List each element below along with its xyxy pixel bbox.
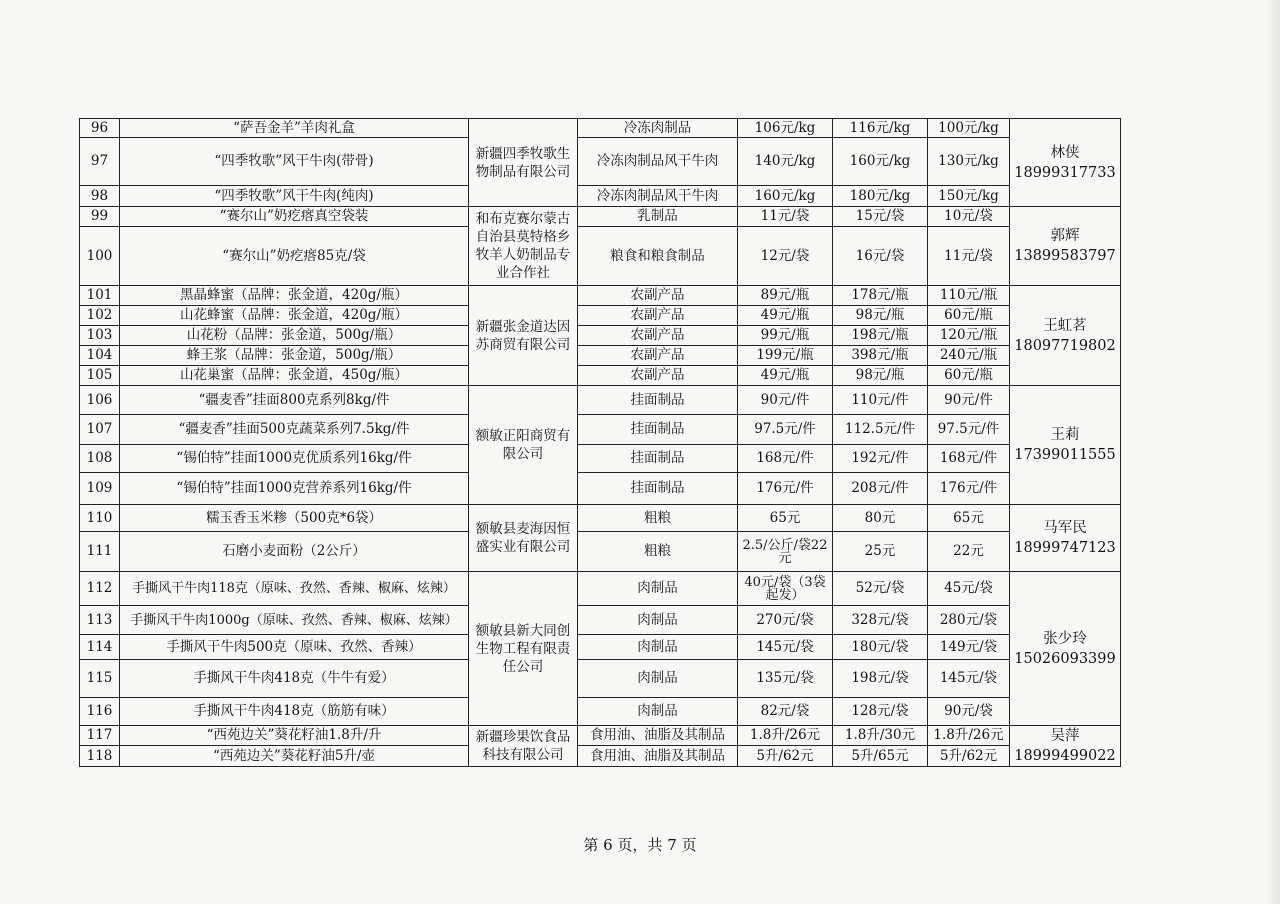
row-number: 103: [80, 326, 120, 346]
row-number: 116: [80, 698, 120, 726]
row-number: 117: [80, 726, 120, 746]
price-1: 140元/kg: [738, 138, 833, 186]
product-name: 蜂王浆（品牌：张金道，500g/瓶）: [120, 346, 469, 366]
row-number: 114: [80, 635, 120, 660]
company-name: 新疆张金道达因苏商贸有限公司: [469, 286, 578, 386]
company-name: 额敏县麦海因恒盛实业有限公司: [469, 505, 578, 572]
price-3: 97.5元/件: [928, 415, 1010, 445]
table-row: [80, 635, 1121, 660]
table-row: [80, 138, 1121, 186]
product-category: 粮食和粮食制品: [578, 227, 738, 286]
product-name: “赛尔山”奶疙瘩真空袋装: [120, 207, 469, 227]
page-number: 第 6 页，共 7 页: [583, 836, 697, 854]
row-number: 111: [80, 532, 120, 572]
contact-name: 马军民: [1043, 520, 1087, 536]
row-number: 112: [80, 572, 120, 606]
price-3: 45元/袋: [928, 572, 1010, 606]
price-1: 160元/kg: [738, 186, 833, 207]
contact-phone: 18097719802: [1014, 337, 1116, 354]
price-1: 176元/件: [738, 473, 833, 505]
price-3: 150元/kg: [928, 186, 1010, 207]
table-row: [80, 746, 1121, 767]
product-category: 肉制品: [578, 660, 738, 698]
price-3: 120元/瓶: [928, 326, 1010, 346]
row-number: 96: [80, 119, 120, 138]
price-1: 97.5元/件: [738, 415, 833, 445]
price-3: 5升/62元: [928, 746, 1010, 767]
row-number: 115: [80, 660, 120, 698]
price-1: 40元/袋（3袋起发）: [738, 572, 833, 606]
price-2: 16元/袋: [833, 227, 928, 286]
contact-name: 林侠: [1050, 144, 1080, 161]
product-category: 挂面制品: [578, 386, 738, 415]
contact-cell: [1010, 386, 1121, 505]
row-number: 104: [80, 346, 120, 366]
price-1: 90元/件: [738, 386, 833, 415]
table-row: [80, 726, 1121, 746]
table-row: [80, 286, 1121, 306]
price-2: 160元/kg: [833, 138, 928, 186]
contact-phone: 17399011555: [1014, 447, 1116, 463]
price-2: 116元/kg: [833, 119, 928, 138]
table-row: [80, 119, 1121, 138]
company-name: 额敏正阳商贸有限公司: [469, 386, 578, 505]
product-category: 肉制品: [578, 698, 738, 726]
product-name: 手撕风干牛肉418克（筋筋有味）: [120, 698, 469, 726]
product-name: “四季牧歌”风干牛肉(带骨): [120, 138, 469, 186]
product-category: 农副产品: [578, 306, 738, 326]
price-2: 98元/瓶: [833, 306, 928, 326]
contact-phone: 18999499022: [1014, 748, 1116, 764]
product-category: 肉制品: [578, 572, 738, 606]
row-number: 107: [80, 415, 120, 445]
table-row: [80, 227, 1121, 286]
table-row: [80, 473, 1121, 505]
product-category: 挂面制品: [578, 445, 738, 473]
product-category: 冷冻肉制品风干牛肉: [578, 138, 738, 186]
price-3: 145元/袋: [928, 660, 1010, 698]
price-2: 180元/kg: [833, 186, 928, 207]
product-name: 黑晶蜂蜜（品牌：张金道，420g/瓶）: [120, 286, 469, 306]
product-category: 冷冻肉制品风干牛肉: [578, 186, 738, 207]
product-name: 山花蜂蜜（品牌：张金道，420g/瓶）: [120, 306, 469, 326]
product-name: “萨吾金羊”羊肉礼盒: [120, 119, 469, 138]
row-number: 113: [80, 606, 120, 635]
product-category: 农副产品: [578, 366, 738, 386]
row-number: 98: [80, 186, 120, 207]
product-name: 山花巢蜜（品牌：张金道，450g/瓶）: [120, 366, 469, 386]
price-2: 98元/瓶: [833, 366, 928, 386]
price-1: 65元: [738, 505, 833, 532]
price-1: 99元/瓶: [738, 326, 833, 346]
price-3: 149元/袋: [928, 635, 1010, 660]
contact-cell: [1010, 572, 1121, 726]
table-row: [80, 207, 1121, 227]
product-name: “锡伯特”挂面1000克营养系列16kg/件: [120, 473, 469, 505]
product-name: 山花粉（品牌：张金道，500g/瓶）: [120, 326, 469, 346]
price-3: 100元/kg: [928, 119, 1010, 138]
product-category: 乳制品: [578, 207, 738, 227]
contact-cell: [1010, 286, 1121, 386]
product-category: 挂面制品: [578, 415, 738, 445]
table-row: [80, 532, 1121, 572]
contact-name: 吴萍: [1050, 728, 1080, 744]
product-category: 粗粮: [578, 505, 738, 532]
company-name: 额敏县新大同创生物工程有限责任公司: [469, 572, 578, 726]
price-1: 49元/瓶: [738, 366, 833, 386]
table-row: [80, 366, 1121, 386]
price-1: 82元/袋: [738, 698, 833, 726]
price-3: 130元/kg: [928, 138, 1010, 186]
price-3: 60元/瓶: [928, 366, 1010, 386]
contact-cell: [1010, 119, 1121, 207]
product-category: 食用油、油脂及其制品: [578, 746, 738, 767]
table-row: [80, 346, 1121, 366]
price-1: 199元/瓶: [738, 346, 833, 366]
row-number: 102: [80, 306, 120, 326]
price-2: 328元/袋: [833, 606, 928, 635]
product-category: 农副产品: [578, 286, 738, 306]
price-1: 145元/袋: [738, 635, 833, 660]
product-name: 石磨小麦面粉（2公斤）: [120, 532, 469, 572]
row-number: 110: [80, 505, 120, 532]
price-1: 49元/瓶: [738, 306, 833, 326]
product-name: 手撕风干牛肉1000g（原味、孜然、香辣、椒麻、炫辣）: [120, 606, 469, 635]
product-name: 糯玉香玉米糁（500克*6袋）: [120, 505, 469, 532]
table-row: [80, 386, 1121, 415]
contact-name: 郭辉: [1050, 228, 1080, 244]
contact-cell: [1010, 207, 1121, 286]
contact-phone: 18999317733: [1014, 164, 1116, 181]
product-category: 农副产品: [578, 326, 738, 346]
price-1: 11元/袋: [738, 207, 833, 227]
price-3: 110元/瓶: [928, 286, 1010, 306]
price-1: 5升/62元: [738, 746, 833, 767]
price-table: [79, 118, 1121, 767]
price-3: 90元/袋: [928, 698, 1010, 726]
product-name: “西苑边关”葵花籽油5升/壶: [120, 746, 469, 767]
price-2: 198元/瓶: [833, 326, 928, 346]
price-1: 168元/件: [738, 445, 833, 473]
row-number: 97: [80, 138, 120, 186]
contact-phone: 18999747123: [1014, 540, 1116, 556]
price-2: 178元/瓶: [833, 286, 928, 306]
row-number: 100: [80, 227, 120, 286]
company-name: 新疆四季牧歌生物制品有限公司: [469, 119, 578, 207]
row-number: 118: [80, 746, 120, 767]
price-1: 2.5/公斤/袋22元: [738, 532, 833, 572]
table-row: [80, 606, 1121, 635]
product-name: “西苑边关”葵花籽油1.8升/升: [120, 726, 469, 746]
product-category: 食用油、油脂及其制品: [578, 726, 738, 746]
table-row: [80, 415, 1121, 445]
price-3: 90元/件: [928, 386, 1010, 415]
product-name: “赛尔山”奶疙瘩85克/袋: [120, 227, 469, 286]
price-3: 22元: [928, 532, 1010, 572]
price-2: 80元: [833, 505, 928, 532]
price-1: 270元/袋: [738, 606, 833, 635]
price-3: 11元/袋: [928, 227, 1010, 286]
price-2: 1.8升/30元: [833, 726, 928, 746]
product-name: 手撕风干牛肉418克（牛牛有爱）: [120, 660, 469, 698]
product-category: 肉制品: [578, 606, 738, 635]
price-1: 135元/袋: [738, 660, 833, 698]
price-2: 398元/瓶: [833, 346, 928, 366]
product-name: “锡伯特”挂面1000克优质系列16kg/件: [120, 445, 469, 473]
price-1: 106元/kg: [738, 119, 833, 138]
price-2: 25元: [833, 532, 928, 572]
price-2: 52元/袋: [833, 572, 928, 606]
contact-name: 王莉: [1050, 427, 1080, 443]
price-3: 280元/袋: [928, 606, 1010, 635]
contact-phone: 13899583797: [1014, 248, 1116, 264]
table-row: [80, 505, 1121, 532]
page-edge-shadow: [1266, 0, 1280, 904]
price-3: 65元: [928, 505, 1010, 532]
price-2: 180元/袋: [833, 635, 928, 660]
price-3: 60元/瓶: [928, 306, 1010, 326]
row-number: 108: [80, 445, 120, 473]
price-2: 15元/袋: [833, 207, 928, 227]
price-2: 128元/袋: [833, 698, 928, 726]
row-number: 109: [80, 473, 120, 505]
row-number: 101: [80, 286, 120, 306]
company-name: 和布克赛尔蒙古自治县莫特格乡牧羊人奶制品专业合作社: [469, 207, 578, 286]
product-category: 农副产品: [578, 346, 738, 366]
price-3: 176元/件: [928, 473, 1010, 505]
table-row: [80, 660, 1121, 698]
price-2: 192元/件: [833, 445, 928, 473]
price-2: 112.5元/件: [833, 415, 928, 445]
contact-name: 张少玲: [1043, 630, 1087, 647]
product-name: 手撕风干牛肉118克（原味、孜然、香辣、椒麻、炫辣）: [120, 572, 469, 606]
row-number: 105: [80, 366, 120, 386]
row-number: 99: [80, 207, 120, 227]
table-row: [80, 306, 1121, 326]
price-1: 89元/瓶: [738, 286, 833, 306]
product-category: 肉制品: [578, 635, 738, 660]
table-row: [80, 186, 1121, 207]
contact-cell: [1010, 505, 1121, 572]
product-category: 冷冻肉制品: [578, 119, 738, 138]
price-3: 1.8升/26元: [928, 726, 1010, 746]
price-1: 1.8升/26元: [738, 726, 833, 746]
table-row: [80, 326, 1121, 346]
price-2: 5升/65元: [833, 746, 928, 767]
product-category: 粗粮: [578, 532, 738, 572]
product-name: “疆麦香”挂面800克系列8kg/件: [120, 386, 469, 415]
contact-cell: [1010, 726, 1121, 767]
company-name: 新疆珍果饮食品科技有限公司: [469, 726, 578, 767]
price-1: 12元/袋: [738, 227, 833, 286]
product-name: 手撕风干牛肉500克（原味、孜然、香辣）: [120, 635, 469, 660]
table-row: [80, 445, 1121, 473]
table-row: [80, 698, 1121, 726]
row-number: 106: [80, 386, 120, 415]
contact-phone: 15026093399: [1014, 650, 1116, 667]
table-row: [80, 572, 1121, 606]
price-2: 110元/件: [833, 386, 928, 415]
price-2: 198元/袋: [833, 660, 928, 698]
price-2: 208元/件: [833, 473, 928, 505]
price-3: 240元/瓶: [928, 346, 1010, 366]
price-3: 10元/袋: [928, 207, 1010, 227]
product-name: “疆麦香”挂面500克蔬菜系列7.5kg/件: [120, 415, 469, 445]
product-category: 挂面制品: [578, 473, 738, 505]
price-3: 168元/件: [928, 445, 1010, 473]
contact-name: 王虹茗: [1043, 317, 1087, 334]
product-name: “四季牧歌”风干牛肉(纯肉): [120, 186, 469, 207]
